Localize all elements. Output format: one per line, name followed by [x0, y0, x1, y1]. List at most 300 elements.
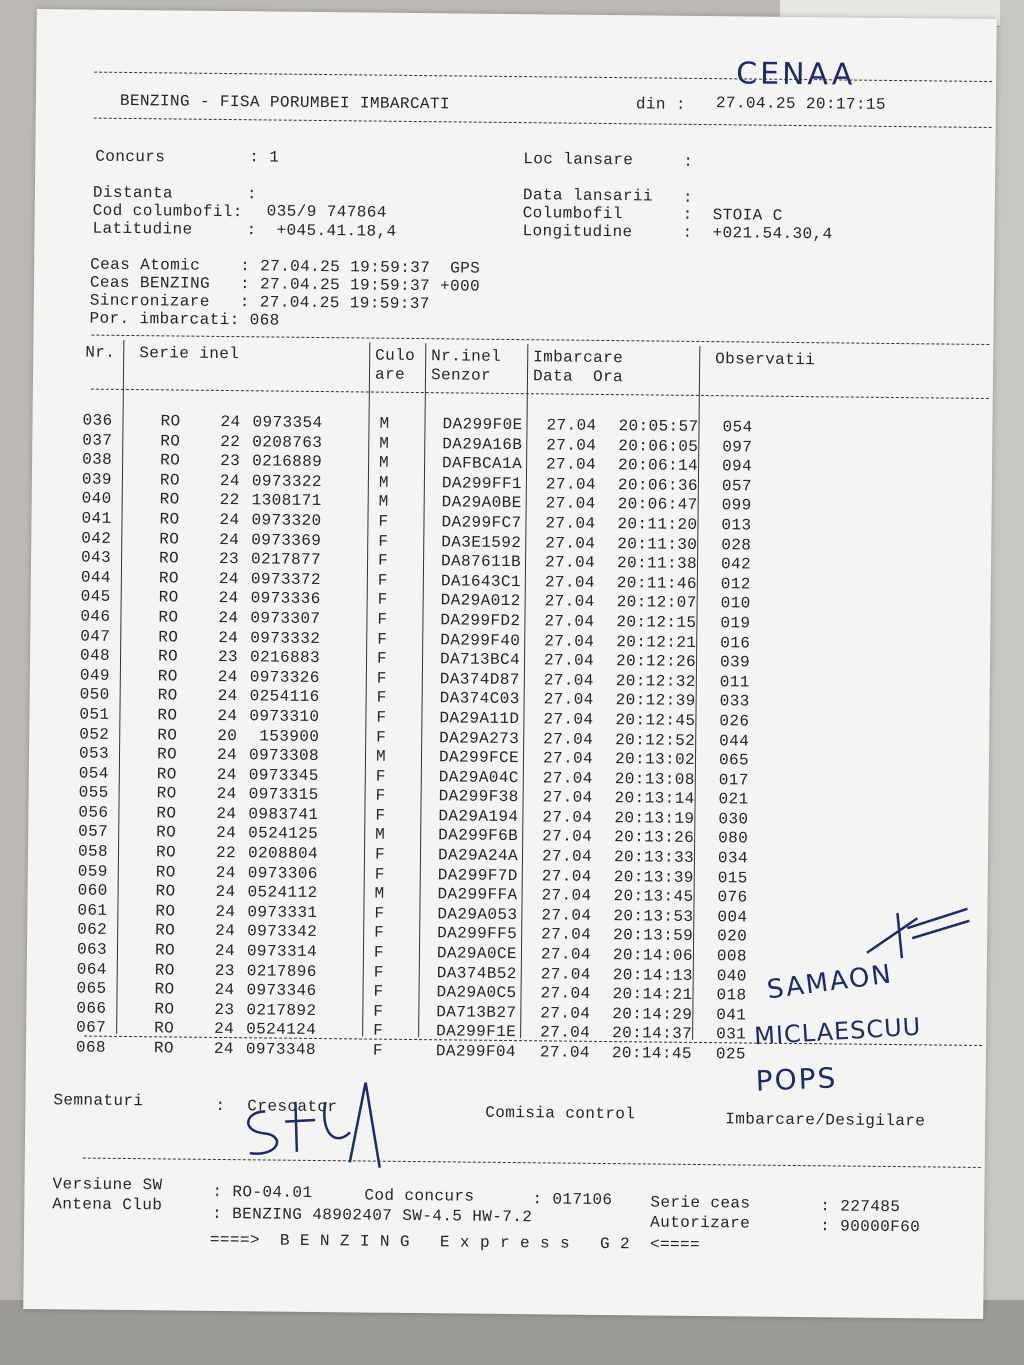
- row-nr: 045: [80, 587, 111, 607]
- longitudine-value: : +021.54.30,4: [682, 223, 833, 244]
- row-time: 20:12:32: [615, 671, 696, 691]
- row-ring-number: 0217896: [246, 961, 317, 981]
- row-time: 20:14:45: [611, 1044, 693, 1063]
- row-time: 20:14:06: [612, 946, 694, 965]
- row-country: RO: [156, 784, 177, 803]
- serie-ceas-label: Serie ceas: [650, 1193, 751, 1213]
- row-time: 20:12:21: [616, 632, 697, 652]
- row-color: [406, 454, 442, 474]
- row-sex: F: [372, 1041, 384, 1060]
- row-ring-number: 0216883: [249, 648, 321, 668]
- loc-lansare-label: Loc lansare: [523, 150, 634, 170]
- row-observatii: 094: [721, 457, 753, 476]
- row-date: 27.04: [540, 964, 591, 984]
- versiune-sw-value: : RO-04.01: [212, 1182, 313, 1202]
- row-sex: F: [374, 904, 385, 923]
- row-nr: 063: [76, 940, 108, 959]
- row-sex: F: [373, 963, 384, 982]
- row-time: 20:14:21: [612, 985, 693, 1005]
- row-country: RO: [158, 608, 179, 627]
- row-date: 27.04: [542, 769, 593, 788]
- benzing-banner: ====> B E N Z I N G E x p r e s s G 2 <====: [209, 1230, 701, 1255]
- row-date: 27.04: [544, 553, 596, 573]
- row-year: 22: [220, 432, 241, 451]
- row-nr: 050: [79, 685, 110, 705]
- row-color: [406, 434, 442, 454]
- row-country: RO: [155, 902, 176, 921]
- cod-concurs-label: Cod concurs: [364, 1186, 475, 1206]
- row-date: 27.04: [543, 671, 594, 690]
- row-sex: F: [376, 669, 387, 688]
- handwritten-name-1: SAMAON: [765, 959, 895, 1006]
- row-year: 23: [220, 452, 241, 471]
- row-date: 27.04: [539, 1043, 591, 1062]
- row-country: RO: [158, 549, 180, 568]
- row-observatii: 034: [717, 849, 749, 868]
- row-sex: F: [376, 728, 387, 747]
- col-imbarcare-header-1: Imbarcare: [533, 348, 624, 368]
- latitudine-value: : +045.41.18,4: [246, 221, 397, 241]
- row-nr: 066: [76, 999, 107, 1018]
- row-ring-number: 0973346: [246, 981, 317, 1001]
- row-year: 24: [218, 589, 239, 608]
- row-date: 27.04: [540, 1004, 591, 1023]
- row-color: [401, 924, 437, 944]
- row-date: 27.04: [543, 690, 594, 710]
- row-country: RO: [158, 569, 179, 588]
- row-sex: M: [378, 453, 390, 472]
- row-sex: M: [378, 492, 389, 512]
- autorizare-value: : 90000F60: [820, 1217, 921, 1237]
- row-sex: F: [376, 649, 388, 668]
- row-color: [400, 1042, 436, 1062]
- row-sex: F: [377, 590, 388, 610]
- row-nr: 047: [80, 627, 111, 646]
- data-lansarii-label: Data lansarii: [522, 186, 654, 206]
- row-color: [401, 963, 437, 983]
- row-ring-number: 0973306: [247, 863, 318, 883]
- row-ring-number: 0254116: [249, 687, 320, 707]
- row-sensor: DA299F40: [440, 630, 521, 650]
- row-date: 27.04: [543, 710, 594, 729]
- row-sex: F: [376, 708, 387, 727]
- row-color: [401, 944, 437, 964]
- columbofil-label: Columbofil: [522, 204, 623, 224]
- row-time: 20:06:05: [618, 436, 699, 456]
- row-time: 20:12:39: [615, 691, 696, 711]
- row-year: 24: [218, 608, 239, 628]
- row-year: 24: [213, 1039, 235, 1059]
- col-nrinel-header-1: Nr.inel: [431, 347, 502, 366]
- row-country: RO: [157, 725, 178, 745]
- row-date: 27.04: [544, 631, 595, 651]
- row-year: 23: [217, 648, 239, 667]
- row-nr: 060: [77, 881, 108, 901]
- row-ring-number: 0524124: [246, 1020, 317, 1040]
- cod-columbofil-value: 035/9 747864: [266, 202, 387, 222]
- row-year: 22: [215, 843, 237, 863]
- row-nr: 051: [79, 705, 110, 724]
- row-nr: 055: [78, 783, 109, 803]
- row-sensor: DA299F38: [438, 787, 519, 807]
- row-time: 20:14:29: [612, 1004, 693, 1024]
- row-date: 27.04: [545, 533, 596, 553]
- row-country: RO: [160, 431, 181, 451]
- header-bottom-border: [94, 118, 992, 128]
- row-country: RO: [159, 471, 181, 490]
- row-ring-number: 0217892: [246, 1001, 317, 1020]
- crescator-label: Crescator: [247, 1097, 338, 1117]
- row-time: 20:13:14: [614, 789, 695, 809]
- row-nr: 057: [78, 822, 109, 842]
- ceas-benzing: Ceas BENZING : 27.04.25 19:59:37 +000: [89, 273, 481, 296]
- row-observatii: 021: [718, 790, 749, 809]
- row-nr: 067: [76, 1018, 107, 1038]
- row-ring-number: 0216889: [252, 452, 323, 472]
- row-color: [400, 1003, 436, 1023]
- row-year: 24: [218, 569, 239, 588]
- row-ring-number: 0973345: [248, 765, 319, 785]
- handwritten-mark: [857, 898, 978, 969]
- row-observatii: 080: [718, 829, 749, 848]
- row-observatii: 040: [716, 966, 747, 986]
- row-nr: 044: [80, 568, 111, 587]
- row-sensor: DA29A16B: [442, 434, 523, 454]
- row-country: RO: [157, 686, 178, 705]
- row-sensor: DAFBCA1A: [442, 454, 523, 474]
- row-ring-number: 0973372: [250, 570, 321, 589]
- row-time: 20:12:07: [616, 593, 697, 613]
- row-date: 27.04: [545, 475, 596, 494]
- row-date: 27.04: [540, 945, 592, 964]
- row-sensor: DA29A0CE: [436, 944, 518, 964]
- row-color: [402, 787, 438, 807]
- row-date: 27.04: [541, 847, 593, 866]
- row-time: 20:14:13: [612, 965, 693, 985]
- row-country: RO: [154, 1019, 175, 1038]
- longitudine-label: Longitudine: [522, 222, 633, 242]
- row-sensor: DA3E1592: [441, 532, 522, 552]
- row-time: 20:11:30: [617, 534, 698, 554]
- row-country: RO: [155, 921, 176, 940]
- row-sensor: DA29A04C: [438, 767, 519, 787]
- header-title: BENZING - FISA PORUMBEI IMBARCATI: [119, 91, 451, 114]
- row-observatii: 008: [716, 947, 748, 966]
- row-time: 20:11:38: [616, 554, 698, 574]
- row-time: 20:06:14: [617, 456, 699, 476]
- col-nrinel-header-2: Senzor: [430, 366, 492, 385]
- row-time: 20:13:33: [613, 848, 695, 867]
- row-color: [405, 532, 441, 552]
- versiune-sw-label: Versiune SW: [52, 1175, 163, 1195]
- row-observatii: 030: [718, 810, 749, 829]
- row-nr: 041: [81, 509, 112, 528]
- row-date: 27.04: [541, 906, 592, 925]
- row-ring-number: 0973310: [249, 707, 320, 726]
- row-color: [404, 630, 440, 650]
- header-top-border: [94, 72, 992, 82]
- row-country: RO: [158, 627, 179, 647]
- row-observatii: 054: [722, 418, 753, 437]
- row-observatii: 099: [721, 496, 752, 515]
- row-ring-number: 0524125: [248, 824, 319, 844]
- row-nr: 062: [77, 920, 108, 940]
- row-ring-number: 0973348: [245, 1040, 317, 1059]
- row-color: [403, 748, 439, 768]
- row-nr: 068: [75, 1038, 107, 1057]
- row-sex: F: [374, 865, 385, 884]
- row-nr: 065: [76, 979, 107, 999]
- row-time: 20:13:19: [614, 808, 695, 828]
- row-observatii: 020: [717, 927, 748, 946]
- row-color: [404, 689, 440, 709]
- row-color: [403, 709, 439, 729]
- row-date: 27.04: [543, 729, 594, 749]
- row-nr: 037: [82, 431, 113, 450]
- row-nr: 052: [79, 724, 110, 744]
- latitudine-label: Latitudine: [92, 219, 193, 239]
- row-sensor: DA29A012: [440, 591, 521, 611]
- row-sex: F: [375, 806, 386, 825]
- row-color: [401, 885, 437, 905]
- row-sensor: DA29A24A: [437, 846, 519, 866]
- row-country: RO: [159, 529, 180, 549]
- row-year: 24: [216, 824, 237, 843]
- row-nr: 061: [77, 901, 108, 920]
- row-year: 23: [214, 961, 235, 980]
- row-sex: F: [375, 786, 386, 805]
- row-country: RO: [153, 1039, 175, 1058]
- row-ring-number: 0973326: [249, 667, 320, 687]
- col-nr-header: Nr.: [85, 343, 116, 362]
- row-time: 20:12:45: [615, 711, 696, 730]
- row-observatii: 015: [717, 868, 748, 888]
- row-sex: F: [378, 532, 389, 551]
- row-year: 24: [215, 902, 236, 921]
- handwritten-top-note: CENAA: [736, 56, 856, 93]
- row-nr: 056: [78, 803, 109, 822]
- row-color: [402, 866, 438, 886]
- row-country: RO: [158, 588, 179, 607]
- row-year: 24: [216, 746, 238, 765]
- row-year: 24: [214, 941, 236, 961]
- row-color: [405, 591, 441, 611]
- row-sensor: DA299F04: [435, 1042, 517, 1062]
- row-year: 24: [214, 981, 235, 1000]
- row-sex: F: [376, 688, 387, 708]
- header-din-value: 27.04.25 20:17:15: [715, 94, 887, 114]
- row-year: 24: [216, 765, 237, 784]
- row-nr: 058: [77, 842, 109, 861]
- row-date: 27.04: [543, 651, 595, 671]
- row-country: RO: [156, 764, 177, 784]
- row-date: 27.04: [546, 416, 597, 435]
- row-ring-number: 0973331: [247, 903, 318, 922]
- row-year: 24: [220, 412, 241, 432]
- row-ring-number: 0973369: [251, 530, 322, 550]
- row-ring-number: 0973320: [251, 511, 322, 530]
- row-observatii: 010: [720, 594, 751, 613]
- porumbei-imbarcati: Por. imbarcati: 068: [89, 309, 280, 330]
- row-time: 20:14:37: [612, 1024, 693, 1044]
- row-country: RO: [160, 412, 181, 431]
- row-sex: F: [377, 551, 389, 570]
- row-nr: 038: [82, 450, 113, 470]
- row-ring-number: 0524112: [247, 883, 318, 903]
- row-observatii: 076: [717, 888, 748, 907]
- row-sex: M: [375, 747, 387, 766]
- col-culoare-header-2: are: [374, 365, 406, 384]
- row-year: 24: [215, 922, 236, 941]
- row-nr: 059: [77, 862, 108, 881]
- row-country: RO: [156, 745, 178, 764]
- row-color: [401, 905, 437, 925]
- semnaturi-label: Semnaturi: [53, 1091, 144, 1111]
- row-year: 24: [215, 863, 236, 882]
- serie-ceas-value: : 227485: [820, 1197, 901, 1217]
- row-year: 20: [217, 726, 238, 745]
- imbarcare-desigilare-label: Imbarcare/Desigilare: [725, 1110, 926, 1131]
- col-imbarcare-header-2: Data Ora: [532, 367, 624, 387]
- row-ring-number: 0208763: [252, 432, 323, 452]
- handwritten-name-3: POPS: [755, 1061, 838, 1098]
- row-ring-number: 0973336: [250, 589, 321, 609]
- row-sex: M: [374, 884, 385, 903]
- row-year: 24: [216, 804, 237, 824]
- row-country: RO: [154, 941, 176, 960]
- row-year: 24: [219, 530, 240, 549]
- row-time: 20:13:02: [614, 750, 696, 770]
- table-header-bottom-border: [91, 389, 989, 399]
- row-ring-number: 153900: [249, 726, 320, 746]
- row-date: 27.04: [541, 886, 592, 906]
- row-time: 20:13:53: [613, 906, 694, 926]
- row-sex: F: [373, 982, 384, 1001]
- row-country: RO: [160, 451, 181, 470]
- col-observatii-header: Observatii: [715, 350, 816, 370]
- row-observatii: 033: [719, 692, 750, 711]
- row-ring-number: 0973314: [246, 942, 318, 962]
- printout-sheet: [23, 9, 997, 1319]
- row-sex: F: [373, 943, 385, 962]
- semnaturi-colon: :: [215, 1096, 226, 1116]
- row-date: 27.04: [541, 925, 592, 945]
- row-color: [405, 513, 441, 533]
- row-time: 20:05:57: [618, 417, 699, 436]
- row-nr: 036: [82, 411, 113, 430]
- row-time: 20:13:39: [613, 867, 694, 887]
- row-sensor: DA1643C1: [440, 572, 521, 591]
- row-color: [402, 846, 438, 866]
- row-observatii: 026: [719, 712, 750, 731]
- row-time: 20:13:26: [614, 828, 695, 848]
- row-observatii: 017: [718, 770, 749, 790]
- row-date: 27.04: [544, 612, 595, 631]
- row-sex: M: [379, 434, 390, 453]
- row-color: [403, 768, 439, 788]
- row-date: 27.04: [545, 494, 596, 514]
- handwritten-signature: [225, 1071, 386, 1173]
- row-year: 24: [218, 628, 239, 647]
- handwritten-name-2: MICLAESCUU: [753, 1012, 923, 1051]
- antena-club-label: Antena Club: [52, 1195, 163, 1215]
- row-color: [404, 670, 440, 690]
- row-nr: 064: [76, 960, 107, 979]
- row-time: 20:13:59: [613, 926, 694, 946]
- row-nr: 039: [81, 470, 113, 489]
- row-year: 22: [219, 491, 240, 510]
- row-nr: 048: [79, 646, 111, 665]
- row-ring-number: 0973332: [250, 628, 321, 648]
- row-observatii: 012: [720, 574, 751, 594]
- row-country: RO: [159, 510, 180, 529]
- row-sensor: DA29A0C5: [436, 983, 517, 1003]
- row-time: 20:11:20: [617, 515, 698, 534]
- row-ring-number: 0973308: [248, 746, 320, 766]
- row-date: 27.04: [540, 1023, 591, 1043]
- row-year: 24: [214, 1020, 235, 1039]
- row-sex: F: [377, 630, 388, 649]
- row-observatii: 013: [721, 516, 752, 535]
- row-sex: M: [375, 826, 386, 845]
- row-year: 23: [218, 550, 240, 569]
- row-date: 27.04: [542, 749, 594, 768]
- row-sensor: DA713B27: [436, 1003, 517, 1022]
- row-sensor: DA299F1E: [436, 1022, 517, 1042]
- row-year: 24: [217, 667, 238, 686]
- row-sensor: DA374B52: [436, 963, 517, 983]
- row-observatii: 065: [718, 751, 750, 770]
- row-sex: F: [374, 924, 385, 943]
- row-observatii: 044: [719, 731, 750, 751]
- row-year: 24: [215, 883, 236, 902]
- row-year: 24: [219, 510, 240, 530]
- distanta-label: Distanta: [92, 183, 174, 203]
- row-color: [404, 611, 440, 631]
- footer-top-border: [83, 1158, 981, 1168]
- row-observatii: 016: [720, 633, 751, 653]
- row-date: 27.04: [545, 455, 597, 475]
- row-observatii: 028: [721, 535, 752, 555]
- row-color: [403, 728, 439, 748]
- col-culoare-header-1: Culo: [375, 346, 416, 365]
- row-sensor: DA713BC4: [439, 650, 521, 670]
- row-sensor: DA299FFA: [437, 885, 518, 905]
- row-sex: F: [373, 1002, 384, 1021]
- row-ring-number: 1308171: [251, 491, 322, 511]
- row-sensor: DA87611B: [440, 552, 522, 572]
- row-time: 20:12:15: [616, 613, 697, 632]
- row-nr: 053: [78, 744, 110, 763]
- row-observatii: 018: [716, 986, 747, 1005]
- row-sex: F: [378, 512, 389, 531]
- row-ring-number: 0973307: [250, 609, 321, 628]
- row-time: 20:13:08: [614, 769, 695, 789]
- row-color: [404, 650, 440, 670]
- row-ring-number: 0973354: [252, 413, 323, 433]
- row-observatii: 025: [715, 1045, 747, 1064]
- row-observatii: 057: [721, 476, 752, 496]
- row-color: [400, 983, 436, 1003]
- row-country: RO: [155, 862, 176, 882]
- row-nr: 046: [80, 607, 111, 626]
- row-color: [402, 826, 438, 846]
- row-year: 23: [214, 1000, 235, 1019]
- row-ring-number: 0973342: [247, 922, 318, 942]
- header-din-label: din :: [635, 95, 686, 114]
- row-year: 24: [219, 471, 241, 490]
- row-time: 20:12:52: [615, 730, 696, 750]
